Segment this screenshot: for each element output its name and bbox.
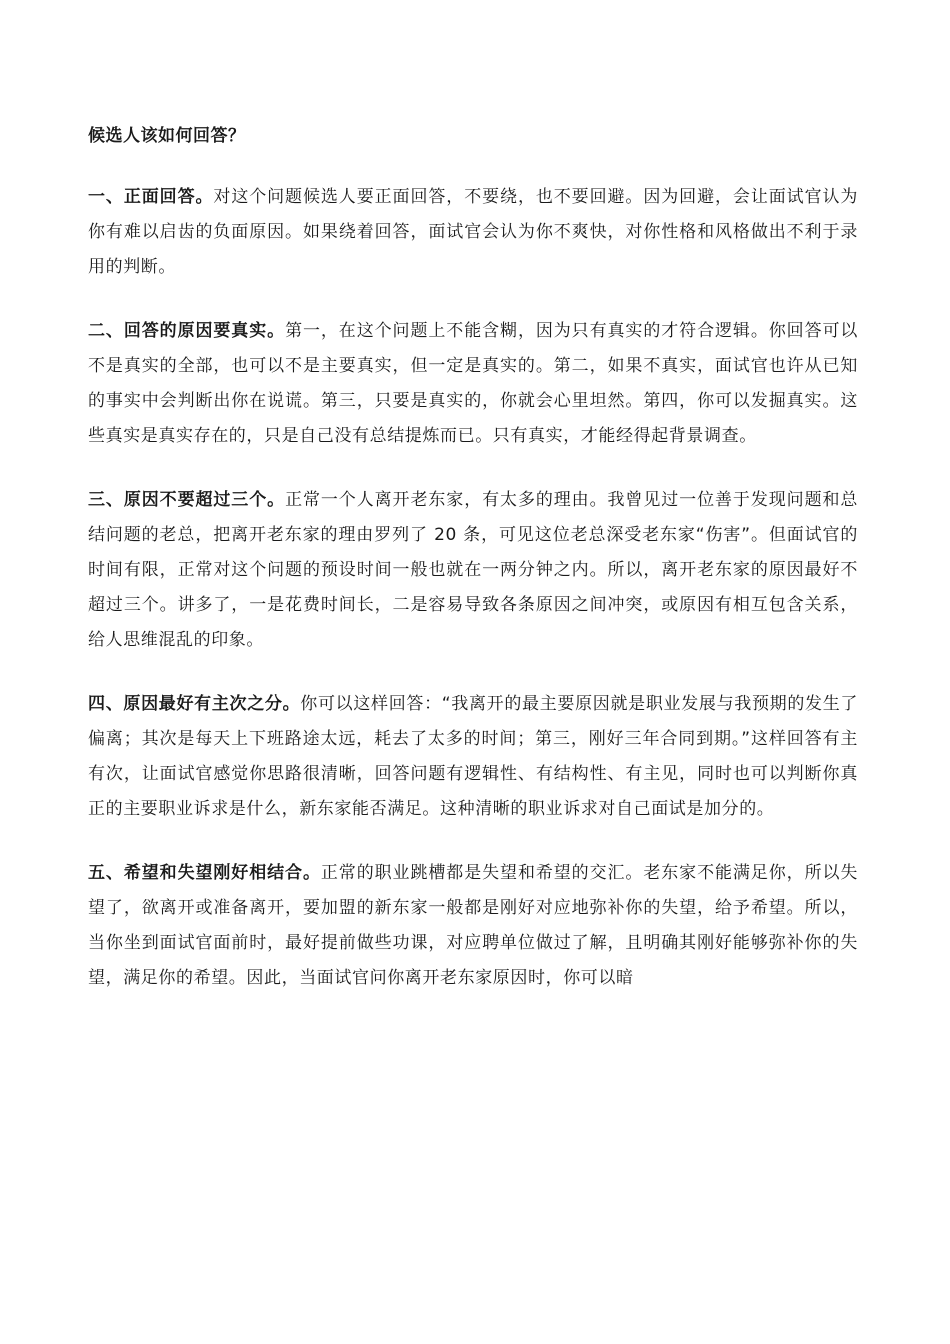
paragraph-4-body: 你可以这样回答：“我离开的最主要原因就是职业发展与我预期的发生了偏离；其次是每天上下班路途太远，耗去了太多的时间；第三，刚好三年合同到期。”这样回答有主有次，让面试官感觉你思路很清晰，回答问题有逻辑性、有结构性、有主见，同时也可以判断你真正的主要职业诉求是什么，新东家能否满足。这种清晰的职业诉求对自己面试是加分的。 (88, 694, 858, 819)
paragraph-4-lead: 四、原因最好有主次之分。 (88, 694, 301, 714)
paragraph-3 (88, 483, 858, 658)
paragraph-5-body: 正常的职业跳槽都是失望和希望的交汇。老东家不能满足你，所以失望了，欲离开或准备离开，要加盟的新东家一般都是刚好对应地弥补你的失望，给予希望。所以，当你坐到面试官面前时，最好提前做些功课，对应聘单位做过了解，且明确其刚好能够弥补你的失望，满足你的希望。因此，当面试官问你离开老东家原因时，你可以暗 (88, 863, 858, 988)
paragraph-2 (88, 314, 858, 454)
document-body (88, 120, 858, 1025)
paragraph-5 (88, 856, 858, 996)
paragraph-5-lead: 五、希望和失望刚好相结合。 (88, 863, 321, 883)
paragraph-1-lead: 一、正面回答。 (88, 187, 214, 207)
section-heading: 候选人该如何回答？ (88, 126, 246, 146)
paragraph-1 (88, 180, 858, 285)
paragraph-4 (88, 687, 858, 827)
paragraph-3-lead: 三、原因不要超过三个。 (88, 490, 286, 510)
paragraph-2-lead: 二、回答的原因要真实。 (88, 321, 286, 341)
paragraph-1-body: 对这个问题候选人要正面回答，不要绕，也不要回避。因为回避，会让面试官认为你有难以启齿的负面原因。如果绕着回答，面试官会认为你不爽快，对你性格和风格做出不利于录用的判断。 (88, 187, 858, 277)
paragraph-2-body: 第一，在这个问题上不能含糊，因为只有真实的才符合逻辑。你回答可以不是真实的全部，也可以不是主要真实，但一定是真实的。第二，如果不真实，面试官也许从已知的事实中会判断出你在说谎。第三，只要是真实的，你就会心里坦然。第四，你可以发掘真实。这些真实是真实存在的，只是自己没有总结提炼而已。只有真实，才能经得起背景调查。 (88, 321, 858, 446)
paragraph-3-body: 正常一个人离开老东家，有太多的理由。我曾见过一位善于发现问题和总结问题的老总，把离开老东家的理由罗列了 20 条，可见这位老总深受老东家“伤害”。但面试官的时间有限，正常对这个问题的预设时间一般也就在一两分钟之内。所以，离开老东家的原因最好不超过三个。讲多了，一是花费时间长，二是容易导致各条原因之间冲突，或原因有相互包含关系，给人思维混乱的印象。 (88, 490, 858, 650)
